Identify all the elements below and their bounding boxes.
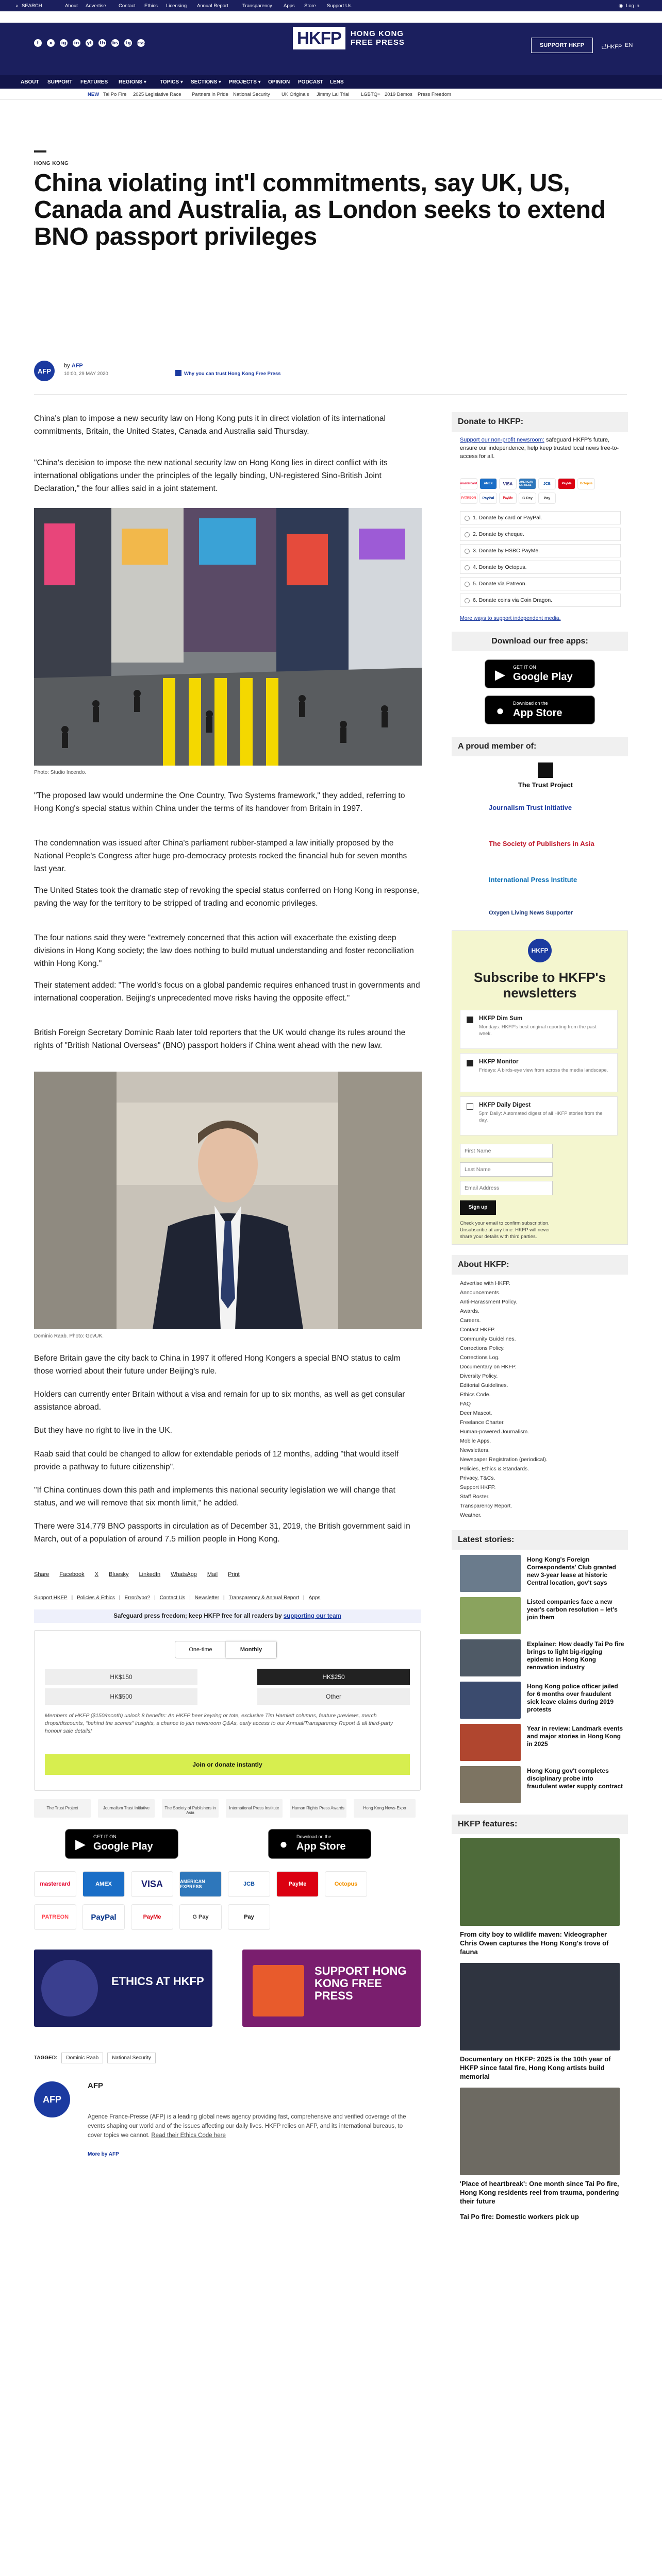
about-link[interactable]: Corrections Log. <box>460 1354 500 1361</box>
byline-prefix: by <box>64 363 70 369</box>
donate-option[interactable]: 2. Donate by cheque. <box>460 528 621 541</box>
share-print[interactable]: Print <box>228 1571 240 1578</box>
about-link[interactable]: Policies, Ethics & Standards. <box>460 1466 529 1472</box>
about-link[interactable]: Human-powered Journalism. <box>460 1429 529 1435</box>
checkbox-checked[interactable] <box>467 1060 473 1066</box>
store-name: App Store <box>296 1841 346 1852</box>
payment-logo: Octopus <box>325 1871 367 1897</box>
safeguard-link[interactable]: supporting our team <box>283 1613 341 1619</box>
join-donate-button[interactable]: Join or donate instantly <box>45 1754 410 1775</box>
payment-icon: AMEX <box>479 478 497 489</box>
trending-new-label: NEW <box>88 92 100 97</box>
about-list <box>460 1279 548 1520</box>
members-benefits: Members of HKFP ($150/month) unlock 8 benefits: An HKFP beer keyring or tote, exclusive Tim Hamlett columns, feature previews, merch drops/discounts, "behind the scenes" insights, a chance to join newsroom Q&As, early access to our Annual/Transparency Report & all third-party honour sale details! <box>45 1713 393 1734</box>
bluesky-icon[interactable]: bs <box>111 39 119 47</box>
amount-option-other[interactable]: Other <box>257 1688 410 1705</box>
about-sidebar-title: About HKFP: <box>452 1255 628 1275</box>
raab-photo-image <box>34 1072 422 1329</box>
trending-item[interactable]: 2025 Legislative Race <box>133 92 181 97</box>
nav-projects[interactable]: PROJECTS ▾ <box>229 79 261 85</box>
login-link[interactable]: Log in <box>626 3 639 9</box>
topbar-link-ethics[interactable]: Ethics <box>144 3 158 9</box>
trending-item[interactable]: LGBTQ+ <box>361 92 380 97</box>
apps-sidebar-title: Download our free apps: <box>452 632 628 651</box>
about-link[interactable]: Freelance Charter. <box>460 1419 505 1426</box>
donate-sidebar-desc: safeguard HKFP's future, ensure our independence, help keep trusted local news free-to-access for all. <box>460 437 619 460</box>
frequency-toggle <box>175 1641 277 1658</box>
newsletter-option-name: HKFP Dim Sum <box>479 1015 523 1022</box>
share-label[interactable]: Share <box>34 1571 49 1578</box>
feature-thumbnail <box>460 1838 620 1926</box>
more-ways-link[interactable]: More ways to support independent media. <box>460 615 561 621</box>
tags-label: TAGGED: <box>34 2055 58 2061</box>
member-name: The Trust Project <box>518 781 573 789</box>
about-link[interactable]: Anti-Harassment Policy. <box>460 1299 518 1305</box>
paragraph: "China's decision to impose the new national security law on Hong Kong lies in direct conflict with its international obligations under the principles of the legally binding, UN-registered Sino-British Joint Declaration," the four allies said in a joint statement. <box>34 459 388 493</box>
youtube-icon[interactable]: yt <box>86 39 93 47</box>
paragraph: "The proposed law would undermine the One Country, Two Systems framework," they added, referring to Hong Kong's special status within China under the terms of its handover from Britain in 1997. <box>34 791 405 813</box>
trending-nav <box>0 89 662 100</box>
about-link[interactable]: Advertise with HKFP. <box>460 1280 510 1286</box>
policy-link[interactable]: Transparency & Annual Report <box>228 1595 300 1601</box>
street-photo <box>34 508 422 766</box>
about-link[interactable]: Announcements. <box>460 1290 501 1296</box>
payment-logo: mastercard <box>34 1871 76 1897</box>
payment-logo: PayMe <box>131 1904 173 1930</box>
paragraph: The four nations said they were "extremely concerned that this action will exacerbate the existing deep divisions in Hong Kong society; the law does nothing to build mutual understanding and foster reconciliation within Hong Kong." <box>34 934 414 968</box>
logo-text-line1: HONG KONG <box>350 29 404 38</box>
amount-option-selected[interactable]: HK$250 <box>257 1669 410 1685</box>
tag-pill[interactable]: National Security <box>107 2053 156 2063</box>
author-box-name[interactable]: AFP <box>88 2081 103 2090</box>
top-white-strip <box>0 11 662 23</box>
latest-story[interactable] <box>452 1682 628 1721</box>
promo-badge-icon <box>41 1960 98 2016</box>
about-link[interactable]: Deer Mascot. <box>460 1410 492 1416</box>
donate-option[interactable]: 4. Donate by Octopus. <box>460 561 621 574</box>
features-sidebar-title: HKFP features: <box>452 1815 628 1834</box>
policy-link[interactable]: Policies & Ethics <box>77 1595 115 1601</box>
trending-item[interactable]: Tai Po Fire <box>103 92 127 97</box>
main-nav <box>0 75 662 89</box>
policy-link[interactable]: Contact Us <box>159 1595 186 1601</box>
feature-story[interactable] <box>452 1838 628 1957</box>
instagram-icon[interactable]: ig <box>60 39 68 47</box>
story-title: Explainer: How deadly Tai Po fire brings to light big-rigging epidemic in Hong Kong renovation industry <box>527 1640 624 1671</box>
donate-option[interactable]: 5. Donate via Patreon. <box>460 577 621 590</box>
threads-icon[interactable]: th <box>98 39 106 47</box>
paragraph: British Foreign Secretary Dominic Raab later told reporters that the UK would change its rules around the rights of "British National Overseas" (BNO) passport holders if China went ahead with the new law. <box>34 1028 406 1050</box>
first-name-input[interactable]: First Name <box>460 1144 553 1158</box>
payment-logo: G Pay <box>179 1904 222 1930</box>
paragraph: But they have no right to live in the UK. <box>34 1426 172 1435</box>
trust-link[interactable] <box>175 370 280 377</box>
about-link[interactable]: Ethics Code. <box>460 1392 491 1398</box>
promo-ethics[interactable] <box>34 1950 212 2027</box>
paragraph: There were 314,779 BNO passports in circulation as of December 31, 2019, the British government said in March, out of a population of around 7.5 million people in Hong Kong. <box>34 1522 410 1544</box>
latest-story[interactable] <box>452 1766 628 1805</box>
payment-logo: AMEX <box>82 1871 125 1897</box>
lang-zh-link[interactable]: 己HKFP <box>601 44 622 50</box>
latest-story[interactable] <box>452 1639 628 1679</box>
nav-support[interactable]: SUPPORT <box>47 79 73 85</box>
story-thumbnail <box>460 1597 521 1634</box>
checkbox-unchecked[interactable] <box>467 1103 473 1110</box>
search-icon[interactable]: ⌕ <box>15 3 19 9</box>
google-play-icon: ▶ <box>495 667 505 682</box>
payment-logo: AMERICAN EXPRESS <box>179 1871 222 1897</box>
share-facebook[interactable]: Facebook <box>59 1571 85 1578</box>
site-logo[interactable] <box>293 27 405 49</box>
paragraph: The condemnation was issued after China's parliament rubber-stamped a law initially proposed by the National People's Congress after huge pro-democracy protests rocked the financial hub for seven months last year. <box>34 839 407 873</box>
nav-lens[interactable]: LENS <box>330 79 344 85</box>
newsletter-option[interactable] <box>460 1096 618 1136</box>
store-caption: Download on the <box>513 701 548 706</box>
share-linkedin[interactable]: LinkedIn <box>139 1571 161 1578</box>
feature-thumbnail <box>460 1963 620 2050</box>
about-link[interactable]: Diversity Policy. <box>460 1373 498 1379</box>
donate-option[interactable]: 1. Donate by card or PayPal. <box>460 511 621 524</box>
paragraph: Before Britain gave the city back to China in 1997 it offered Hong Kongers a special BNO status to calm those worried about their future under Beijing's rule. <box>34 1354 401 1376</box>
trending-item[interactable]: National Security <box>233 92 270 97</box>
photo-caption: Photo: Studio Incendo. <box>34 770 87 775</box>
member-logo-trust-project[interactable] <box>489 762 602 789</box>
top-utility-bar <box>0 0 662 11</box>
policy-links: Support HKFP | Policies & Ethics | Error/typo? | Contact Us | Newsletter | Transparency & Annual Report | Apps <box>34 1595 321 1601</box>
promo-title: SUPPORT HONG KONG FREE PRESS <box>315 1964 407 2002</box>
lang-en-link[interactable]: EN <box>625 42 633 48</box>
user-icon[interactable]: ◉ <box>619 3 623 9</box>
tags-row <box>34 2053 156 2063</box>
partner-logo[interactable]: The Society of Publishers in Asia <box>162 1799 219 1818</box>
author-box-avatar[interactable]: AFP <box>34 2081 70 2117</box>
donate-option[interactable]: 3. Donate by HSBC PayMe. <box>460 544 621 557</box>
safeguard-text: Safeguard press freedom; keep HKFP free for all readers by <box>113 1613 282 1619</box>
apple-icon: ● <box>496 703 504 718</box>
member-logo-jti[interactable]: Journalism Trust Initiative <box>489 804 572 811</box>
payment-icon: AMERICAN EXPRESS <box>519 478 536 489</box>
store-caption: GET IT ON <box>93 1834 117 1839</box>
author-desc-text: Agence France-Presse (AFP) is a leading global news agency providing fast, comprehensive and verified coverage of the events shaping our world and of the issues affecting our daily lives. HKFP relies on AFP, and its international bureaus, to cover topics we cannot. <box>88 2114 406 2139</box>
trending-item[interactable]: Partners in Pride <box>192 92 228 97</box>
nav-regions[interactable]: REGIONS ▾ <box>119 79 146 85</box>
nav-about[interactable]: ABOUT <box>21 79 39 85</box>
payment-icon: G Pay <box>519 493 536 504</box>
partner-logo[interactable]: Journalism Trust Initiative <box>98 1799 155 1818</box>
trending-item[interactable]: Jimmy Lai Trial <box>317 92 350 97</box>
partner-logo[interactable]: The Trust Project <box>34 1799 91 1818</box>
raab-photo <box>34 1072 422 1329</box>
about-link[interactable]: Newsletters. <box>460 1447 490 1453</box>
safeguard-banner <box>34 1609 421 1623</box>
telegram-icon[interactable]: tg <box>124 39 132 47</box>
google-play-icon: ▶ <box>75 1836 86 1852</box>
app-store-button[interactable] <box>268 1829 371 1859</box>
payment-logo: PayMe <box>276 1871 319 1897</box>
about-link[interactable]: Contact HKFP. <box>460 1327 495 1333</box>
story-title: Year in review: Landmark events and major stories in Hong Kong in 2025 <box>527 1725 623 1748</box>
feature-story[interactable] <box>452 2212 628 2243</box>
sidebar-app-store-button[interactable] <box>485 696 595 724</box>
email-input[interactable]: Email Address <box>460 1181 553 1195</box>
payment-icon: PATREON <box>460 493 477 504</box>
promo-art-icon <box>253 1965 304 2016</box>
payment-icon: Pay <box>538 493 556 504</box>
latest-story[interactable] <box>452 1597 628 1636</box>
payment-icon: PayPal <box>479 493 497 504</box>
payment-logo: JCB <box>228 1871 270 1897</box>
policy-link[interactable]: Newsletter <box>194 1595 220 1601</box>
about-link[interactable]: Weather. <box>460 1512 482 1518</box>
topbar-link-apps[interactable]: Apps <box>284 3 295 9</box>
topbar-link-about[interactable]: About <box>65 3 78 9</box>
latest-sidebar-title: Latest stories: <box>452 1530 628 1550</box>
policy-link[interactable]: Error/typo? <box>124 1595 151 1601</box>
partner-logo[interactable]: International Press Institute <box>226 1799 283 1818</box>
story-thumbnail <box>460 1555 521 1592</box>
newsletter-option-desc: 5pm Daily: Automated digest of all HKFP stories from the day. <box>479 1111 603 1123</box>
story-thumbnail <box>460 1639 521 1676</box>
feature-title: Tai Po fire: Domestic workers pick up <box>460 2213 579 2221</box>
about-link[interactable]: Corrections Policy. <box>460 1345 505 1351</box>
article-title: China violating int'l commitments, say UK, US, Canada and Australia, as London seeks to extend BNO passport privileges <box>34 170 606 250</box>
author-box-desc <box>88 2112 418 2140</box>
topbar-link-support[interactable]: Support Us <box>327 3 352 9</box>
share-bar <box>34 1571 421 1578</box>
member-logo-sopa[interactable]: The Society of Publishers in Asia <box>489 840 594 848</box>
nav-podcast[interactable]: PODCAST <box>298 79 323 85</box>
story-thumbnail <box>460 1682 521 1719</box>
signup-button[interactable]: Sign up <box>460 1200 496 1215</box>
toggle-monthly[interactable]: Monthly <box>226 1641 276 1658</box>
payment-icon: PayMe <box>499 493 517 504</box>
latest-story[interactable] <box>452 1555 628 1594</box>
trending-item[interactable]: UK Originals <box>282 92 309 97</box>
about-link[interactable]: Documentary on HKFP. <box>460 1364 517 1370</box>
nav-opinion[interactable]: OPINION <box>268 79 290 85</box>
topbar-link-store[interactable]: Store <box>304 3 316 9</box>
payment-logo: Pay <box>228 1904 270 1930</box>
amount-option[interactable]: HK$500 <box>45 1688 197 1705</box>
newsletter-note: Check your email to confirm subscription. Unsubscribe at any time. HKFP will never share your details with third parties. <box>460 1221 550 1240</box>
store-name: Google Play <box>93 1841 153 1852</box>
about-link[interactable]: Mobile Apps. <box>460 1438 491 1444</box>
about-link[interactable]: Newspaper Registration (periodical). <box>460 1456 548 1463</box>
nav-sections[interactable]: SECTIONS ▾ <box>191 79 221 85</box>
story-title: Hong Kong gov't completes disciplinary probe into fraudulent water supply contract <box>527 1767 623 1790</box>
about-link[interactable]: Awards. <box>460 1308 479 1314</box>
member-logo-oxygen[interactable]: Oxygen Living News Supporter <box>489 910 573 916</box>
ethics-code-link[interactable]: Read their Ethics Code here <box>151 2132 226 2139</box>
about-link[interactable]: Transparency Report. <box>460 1503 512 1509</box>
topbar-link-licensing[interactable]: Licensing <box>166 3 187 9</box>
story-thumbnail <box>460 1766 521 1803</box>
newsletter-option-name: HKFP Monitor <box>479 1059 519 1065</box>
x-icon[interactable]: x <box>47 39 55 47</box>
donate-widget <box>34 1630 421 1791</box>
photo-caption: Dominic Raab. Photo: GovUK. <box>34 1333 104 1339</box>
topbar-link-contact[interactable]: Contact <box>119 3 136 9</box>
article-category[interactable]: HONG KONG <box>34 161 69 166</box>
publish-date: 10:00, 29 MAY 2020 <box>64 371 108 377</box>
toggle-one-time[interactable]: One-time <box>189 1647 212 1653</box>
store-caption: Download on the <box>296 1834 332 1839</box>
street-photo-image <box>34 508 422 766</box>
donate-sidebar-link[interactable]: Support our non-profit newsroom: <box>460 437 544 443</box>
newsletter-option-name: HKFP Daily Digest <box>479 1102 531 1108</box>
payment-logo: PATREON <box>34 1904 76 1930</box>
share-x[interactable]: X <box>94 1571 99 1578</box>
apple-icon: ● <box>279 1836 288 1852</box>
sidebar-google-play-button[interactable] <box>485 659 595 688</box>
logo-text <box>351 29 405 47</box>
newsletter-option[interactable] <box>460 1053 618 1092</box>
paragraph: Their statement added: "The world's focus on a global pandemic requires enhanced trust in governments and international cooperation. Beijing's unprecedented move risks having the opposite effect." <box>34 981 420 1003</box>
last-name-input[interactable]: Last Name <box>460 1162 553 1177</box>
social-icons <box>34 39 145 47</box>
donate-sidebar-text <box>460 436 625 461</box>
about-link[interactable]: Staff Roster. <box>460 1494 490 1500</box>
nav-features[interactable]: FEATURES <box>80 79 108 85</box>
amount-option[interactable]: HK$150 <box>45 1669 197 1685</box>
author-link[interactable]: AFP <box>71 363 83 369</box>
support-hkfp-button[interactable]: SUPPORT HKFP <box>531 38 593 53</box>
payment-icon: PayMe <box>558 478 575 489</box>
partner-logo[interactable]: Human Rights Press Awards <box>290 1799 346 1818</box>
paragraph: Holders can currently enter Britain without a visa and remain for up to six months, as well as get consular assistance abroad. <box>34 1390 405 1412</box>
google-play-button[interactable] <box>65 1829 178 1859</box>
topbar-link-annual-report[interactable]: Annual Report <box>197 3 228 9</box>
payment-icon: Octopus <box>577 478 595 489</box>
newsletter-option-desc: Mondays: HKFP's best original reporting from the past week. <box>479 1024 597 1037</box>
payment-icon: JCB <box>538 478 556 489</box>
tag-pill[interactable]: Dominic Raab <box>61 2053 103 2063</box>
category-accent <box>34 150 46 152</box>
feature-story[interactable] <box>452 2088 628 2206</box>
store-name: Google Play <box>513 671 573 683</box>
store-name: App Store <box>513 707 562 719</box>
member-logo-ipi[interactable]: International Press Institute <box>489 876 577 884</box>
about-link[interactable]: Community Guidelines. <box>460 1336 516 1342</box>
trust-project-icon <box>538 762 553 778</box>
about-link[interactable]: Support HKFP. <box>460 1484 496 1490</box>
more-by-link[interactable]: More by AFP <box>88 2151 119 2157</box>
payment-logo: PayPal <box>82 1904 125 1930</box>
nav-topics[interactable]: TOPICS ▾ <box>160 79 183 85</box>
search-link[interactable]: SEARCH <box>22 3 42 9</box>
partner-logo[interactable]: Hong Kong News-Expo <box>354 1799 416 1818</box>
feature-thumbnail <box>460 2088 620 2175</box>
info-icon <box>175 370 181 376</box>
about-link[interactable]: Editorial Guidelines. <box>460 1382 508 1388</box>
paragraph: The United States took the dramatic step of revoking the special status conferred on Hong Kong in response, paving the way for the territory to be stripped of trading and economic privileges. <box>34 886 420 908</box>
promo-title: ETHICS AT HKFP <box>111 1975 204 1988</box>
facebook-icon[interactable]: f <box>34 39 42 47</box>
paragraph: China's plan to impose a new security law on Hong Kong puts it in direct violation of its international commitments, Britain, the United States, Canada and Australia said Thursday. <box>34 414 386 436</box>
paragraph: Raab said that could be changed to allow for extendable periods of 12 months, adding "that would itself provide a pathway to future citizenship". <box>34 1450 399 1471</box>
about-link[interactable]: Careers. <box>460 1317 481 1324</box>
linkedin-icon[interactable]: in <box>73 39 80 47</box>
logo-text-line2: FREE PRESS <box>350 38 405 47</box>
feature-title: From city boy to wildlife maven: Videographer Chris Owen captures the Hong Kong's trove of fauna <box>460 1930 609 1956</box>
checkbox-checked[interactable] <box>467 1016 473 1023</box>
author-avatar[interactable]: AFP <box>34 361 55 381</box>
header-divider <box>34 394 627 395</box>
story-title: Hong Kong's Foreign Correspondents' Club granted new 3-year lease at historic Central location, gov't says <box>527 1556 616 1586</box>
feature-story[interactable] <box>452 1963 628 2081</box>
about-link[interactable]: FAQ <box>460 1401 471 1407</box>
share-mail[interactable]: Mail <box>207 1571 218 1578</box>
donate-sidebar-title: Donate to HKFP: <box>452 412 628 432</box>
payment-logo: VISA <box>131 1871 173 1897</box>
newsletter-logo: HKFP <box>528 939 552 962</box>
story-title: Listed companies face a new year's carbon resolution – let's join them <box>527 1598 618 1621</box>
trending-item[interactable]: Press Freedom <box>418 92 451 97</box>
trending-item[interactable]: 2019 Demos <box>385 92 412 97</box>
feature-title: Documentary on HKFP: 2025 is the 10th year of HKFP since fatal fire, Hong Kong artists build memorial <box>460 2055 611 2080</box>
about-link[interactable]: Privacy, T&Cs. <box>460 1475 495 1481</box>
byline <box>64 363 83 369</box>
topbar-link-transparency[interactable]: Transparency <box>242 3 272 9</box>
topbar-link-advertise[interactable]: Advertise <box>86 3 106 9</box>
payment-icon: VISA <box>499 478 517 489</box>
share-whatsapp[interactable]: WhatsApp <box>171 1571 197 1578</box>
story-thumbnail <box>460 1724 521 1761</box>
trust-link-label: Why you can trust Hong Kong Free Press <box>184 371 281 377</box>
payment-icon: mastercard <box>460 478 477 489</box>
latest-story[interactable] <box>452 1724 628 1763</box>
policy-link[interactable]: Support HKFP <box>34 1595 68 1601</box>
donate-option[interactable]: 6. Donate coins via Coin Dragon. <box>460 594 621 607</box>
logo-mark: HKFP <box>293 27 345 49</box>
story-title: Hong Kong police officer jailed for 6 months over fraudulent sick leave claims during 2019 protests <box>527 1683 618 1713</box>
newsletter-option-desc: Fridays: A birds-eye view from across the media landscape. <box>479 1067 608 1073</box>
paragraph: "If China continues down this path and implements this national security legislation we will change that status, and we will remove that six month limit," he added. <box>34 1486 395 1507</box>
store-caption: GET IT ON <box>513 665 536 670</box>
share-bluesky[interactable]: Bluesky <box>109 1571 129 1578</box>
newsletter-option[interactable] <box>460 1010 618 1049</box>
proud-member-title: A proud member of: <box>452 737 628 756</box>
promo-support[interactable] <box>242 1950 421 2027</box>
feature-title: 'Place of heartbreak': One month since Tai Po fire, Hong Kong residents reel from trauma, pondering their future <box>460 2180 619 2205</box>
rss-icon[interactable]: rss <box>137 39 145 47</box>
policy-link[interactable]: Apps <box>308 1595 321 1601</box>
newsletter-title: Subscribe to HKFP's newsletters <box>473 970 606 1001</box>
